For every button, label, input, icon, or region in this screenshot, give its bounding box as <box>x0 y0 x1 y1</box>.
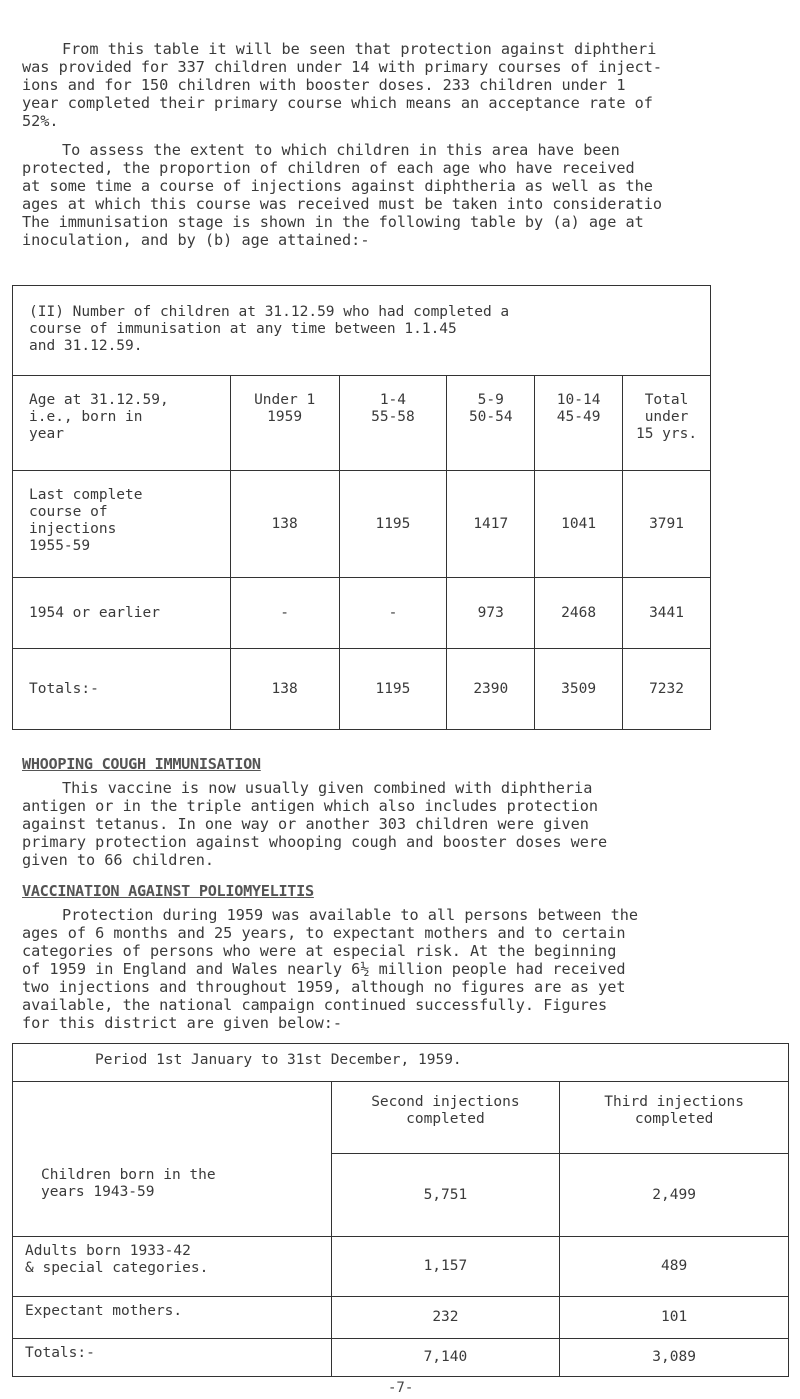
polio-heading: VACCINATION AGAINST POLIOMYELITIS <box>22 882 314 900</box>
row-label: 1954 or earlier <box>13 578 231 649</box>
cell: 1195 <box>339 471 447 578</box>
table1-title: (II) Number of children at 31.12.59 who had completed a course of immunisation at any time between 1.1.45 and 31.12.59. <box>13 286 711 376</box>
table1-col-total: Total under 15 yrs. <box>623 376 711 471</box>
table-row <box>13 649 711 730</box>
cell: 7,140 <box>331 1339 560 1377</box>
cell: - <box>339 578 447 649</box>
cell: 138 <box>230 471 339 578</box>
cell: 489 <box>560 1237 789 1297</box>
table-row <box>13 1237 789 1297</box>
cell: 2468 <box>535 578 623 649</box>
cell: 2,499 <box>560 1154 789 1237</box>
cell: 1417 <box>447 471 535 578</box>
table-row <box>13 1339 789 1377</box>
cell: 973 <box>447 578 535 649</box>
col-second-injections: Second injections completed <box>331 1082 560 1154</box>
cell: 3791 <box>623 471 711 578</box>
cell: 2390 <box>447 649 535 730</box>
cell: 1,157 <box>331 1237 560 1297</box>
cell: 1041 <box>535 471 623 578</box>
cell: 101 <box>560 1297 789 1339</box>
intro-paragraph-2: To assess the extent to which children in this area have been protected, the proportion of children of each age who have received at some time a course of injections against diphtheria as well as the ages at which this course was received must be taken into consideratio The immunisation stage is shown in the following table by (a) age at inoculation, and by (b) age attained:- <box>22 141 663 249</box>
row-label: Totals:- <box>13 649 231 730</box>
cell: 5,751 <box>331 1154 560 1237</box>
row-label: Adults born 1933-42 & special categories. <box>13 1237 332 1297</box>
cell: 1195 <box>339 649 447 730</box>
immunisation-table <box>12 285 711 730</box>
table-row <box>13 578 711 649</box>
table1-col-under1: Under 1 1959 <box>230 376 339 471</box>
col-third-injections: Third injections completed <box>560 1082 789 1154</box>
cell: 3,089 <box>560 1339 789 1377</box>
cell: 3509 <box>535 649 623 730</box>
cell: 232 <box>331 1297 560 1339</box>
row-label: Expectant mothers. <box>13 1297 332 1339</box>
polio-table <box>12 1043 789 1377</box>
page-number: -7- <box>388 1380 414 1396</box>
row-label: Last complete course of injections 1955-59 <box>13 471 231 578</box>
cell: 138 <box>230 649 339 730</box>
period-title: Period 1st January to 31st December, 1959. <box>13 1044 789 1082</box>
row-label: Totals:- <box>13 1339 332 1377</box>
intro-paragraph-1: From this table it will be seen that protection against diphtheri was provided for 337 children under 14 with primary courses of inject- ions and for 150 children with booster doses. 233 children under 1 year completed their primary course which means an acceptance rate of 52%. <box>22 40 663 130</box>
cell: 3441 <box>623 578 711 649</box>
table1-col-1-4: 1-4 55-58 <box>339 376 447 471</box>
table-row <box>13 471 711 578</box>
table1-col-5-9: 5-9 50-54 <box>447 376 535 471</box>
table1-col-10-14: 10-14 45-49 <box>535 376 623 471</box>
table-row <box>13 1297 789 1339</box>
cell: 7232 <box>623 649 711 730</box>
whooping-paragraph: This vaccine is now usually given combined with diphtheria antigen or in the triple antigen which also includes protection against tetanus. In one way or another 303 children were given primary protection against whooping cough and booster doses were given to 66 children. <box>22 779 608 869</box>
whooping-heading: WHOOPING COUGH IMMUNISATION <box>22 755 261 773</box>
cell: - <box>230 578 339 649</box>
table2-row-label: Children born in the years 1943-59 <box>13 1082 332 1237</box>
table1-header-label: Age at 31.12.59, i.e., born in year <box>13 376 231 471</box>
polio-paragraph: Protection during 1959 was available to all persons between the ages of 6 months and 25 years, to expectant mothers and to certain categories of persons who were at especial risk. At the beginning of 1959 in England and Wales nearly 6½ million people had received two injections and throughout 1959, although no figures are as yet available, the national campaign continued successfully. Figures for this district are given below:- <box>22 906 639 1032</box>
